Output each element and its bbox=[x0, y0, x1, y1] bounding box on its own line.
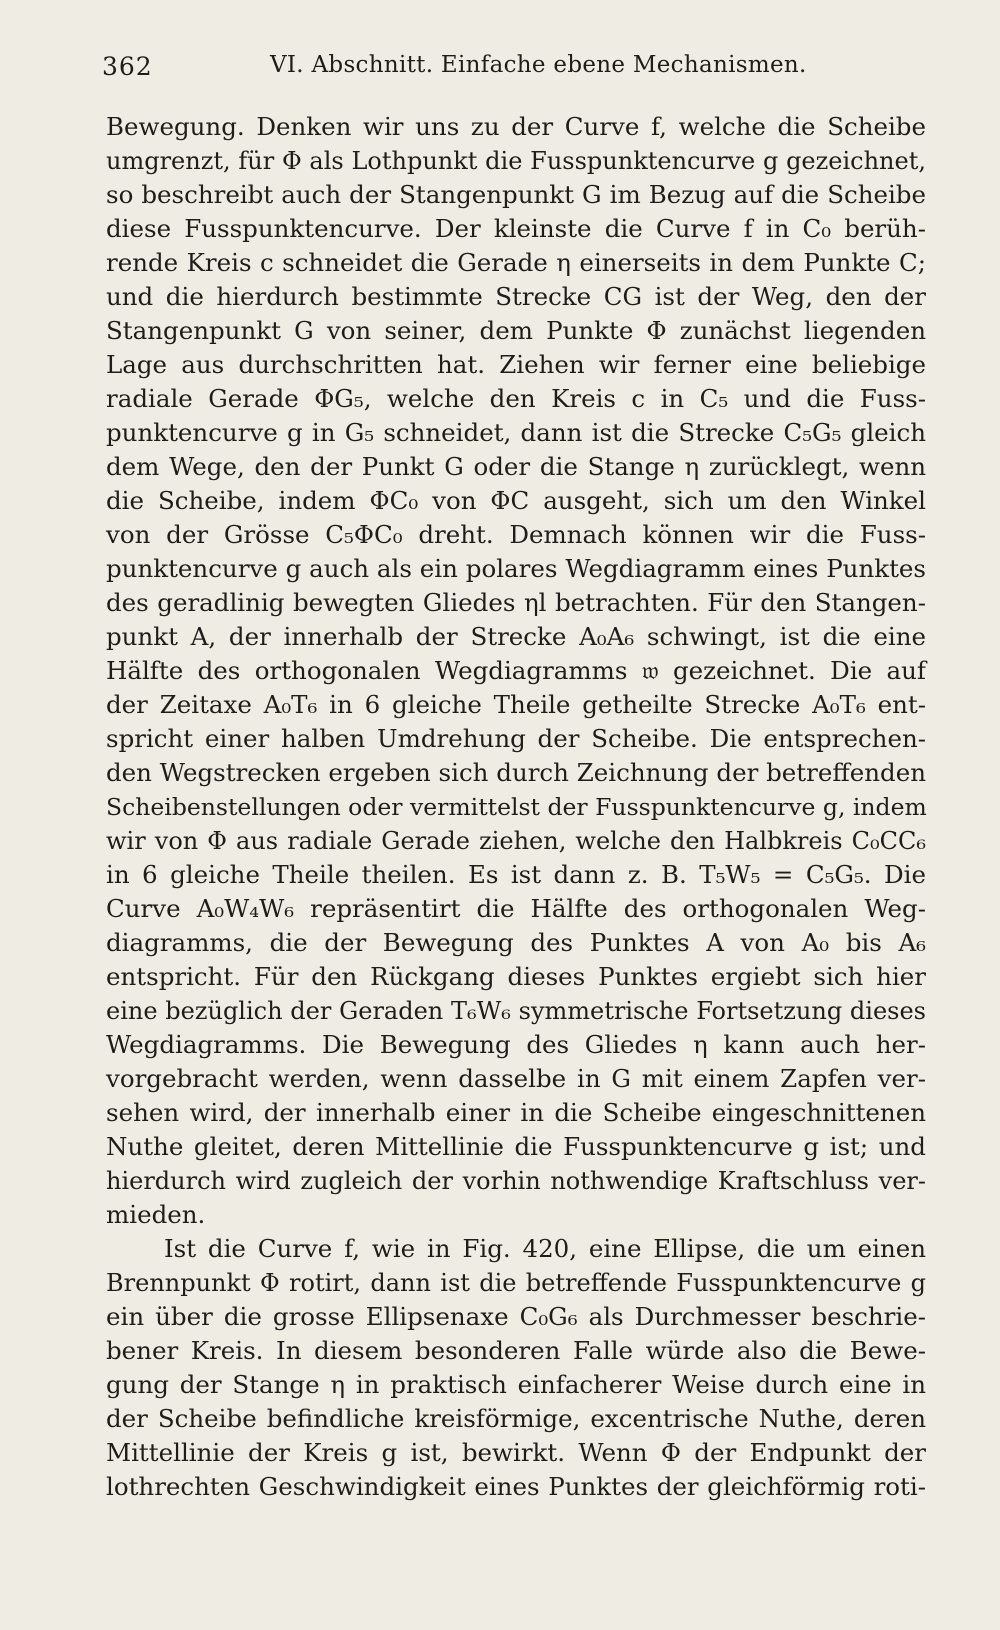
text-line: Lage aus durchschritten hat. Ziehen wir ferner eine beliebige bbox=[106, 350, 926, 379]
text-line: des geradlinig bewegten Gliedes ηl betrachten. Für den Stangen- bbox=[106, 588, 926, 617]
text-line: von der Grösse C₅ΦC₀ dreht. Demnach können wir die Fuss- bbox=[106, 520, 926, 549]
text-line: Nuthe gleitet, deren Mittellinie die Fusspunktencurve g ist; und bbox=[106, 1132, 926, 1161]
text-line: dem Wege, den der Punkt G oder die Stange η zurücklegt, wenn bbox=[106, 452, 926, 481]
text-line: wir von Φ aus radiale Gerade ziehen, welche den Halbkreis C₀CC₆ bbox=[106, 827, 926, 855]
text-line: lothrechten Geschwindigkeit eines Punktes der gleichförmig roti- bbox=[106, 1472, 926, 1501]
text-line: ein über die grosse Ellipsenaxe C₀G₆ als Durchmesser beschrie- bbox=[106, 1302, 926, 1331]
text-line: Brennpunkt Φ rotirt, dann ist die betreffende Fusspunktencurve g bbox=[106, 1269, 926, 1297]
text-line: Mittellinie der Kreis g ist, bewirkt. Wenn Φ der Endpunkt der bbox=[106, 1438, 926, 1467]
text-line: vorgebracht werden, wenn dasselbe in G mit einem Zapfen ver- bbox=[106, 1064, 926, 1093]
text-line: spricht einer halben Umdrehung der Scheibe. Die entsprechen- bbox=[106, 724, 926, 753]
text-line: umgrenzt, für Φ als Lothpunkt die Fusspunktencurve g gezeichnet, bbox=[106, 147, 926, 175]
text-line: in 6 gleiche Theile theilen. Es ist dann z. B. T₅W₅ = C₅G₅. Die bbox=[106, 860, 926, 889]
text-line: der Zeitaxe A₀T₆ in 6 gleiche Theile getheilte Strecke A₀T₆ ent- bbox=[106, 690, 926, 719]
page-header bbox=[102, 52, 922, 92]
text-line: Hälfte des orthogonalen Wegdiagramms 𝔴 gezeichnet. Die auf bbox=[106, 656, 926, 685]
text-line-paragraph-start: Ist die Curve f, wie in Fig. 420, eine Ellipse, die um einen bbox=[164, 1234, 926, 1263]
text-line: entspricht. Für den Rückgang dieses Punktes ergiebt sich hier bbox=[106, 962, 926, 991]
text-line: Stangenpunkt G von seiner, dem Punkte Φ zunächst liegenden bbox=[106, 316, 926, 345]
text-line: rende Kreis c schneidet die Gerade η einerseits in dem Punkte C; bbox=[106, 248, 926, 277]
text-line: Wegdiagramms. Die Bewegung des Gliedes η kann auch her- bbox=[106, 1030, 926, 1059]
text-line: punktencurve g auch als ein polares Wegdiagramm eines Punktes bbox=[106, 554, 926, 583]
text-line: Curve A₀W₄W₆ repräsentirt die Hälfte des orthogonalen Weg- bbox=[106, 894, 926, 923]
text-line: punkt A, der innerhalb der Strecke A₀A₆ schwingt, ist die eine bbox=[106, 622, 926, 651]
text-line: den Wegstrecken ergeben sich durch Zeichnung der betreffenden bbox=[106, 758, 926, 787]
text-line: die Scheibe, indem ΦC₀ von ΦC ausgeht, sich um den Winkel bbox=[106, 486, 926, 515]
text-line: Bewegung. Denken wir uns zu der Curve f, welche die Scheibe bbox=[106, 112, 926, 141]
text-line: Scheibenstellungen oder vermittelst der Fusspunktencurve g, indem bbox=[106, 793, 927, 821]
text-line-paragraph-end: mieden. bbox=[106, 1200, 206, 1229]
text-line: diagramms, die der Bewegung des Punktes A von A₀ bis A₆ bbox=[106, 928, 926, 957]
text-line: hierdurch wird zugleich der vorhin nothwendige Kraftschluss ver- bbox=[106, 1167, 926, 1195]
page-number: 362 bbox=[102, 52, 153, 81]
text-line: sehen wird, der innerhalb einer in die Scheibe eingeschnittenen bbox=[106, 1098, 926, 1127]
text-line: diese Fusspunktencurve. Der kleinste die Curve f in C₀ berüh- bbox=[106, 214, 926, 243]
text-line: gung der Stange η in praktisch einfacherer Weise durch eine in bbox=[106, 1370, 926, 1399]
text-line: bener Kreis. In diesem besonderen Falle würde also die Bewe- bbox=[106, 1336, 926, 1365]
text-line: eine bezüglich der Geraden T₆W₆ symmetrische Fortsetzung dieses bbox=[106, 997, 926, 1025]
running-head: VI. Abschnitt. Einfache ebene Mechanismen. bbox=[270, 52, 807, 78]
text-line: und die hierdurch bestimmte Strecke CG ist der Weg, den der bbox=[106, 282, 926, 311]
body-text bbox=[106, 110, 926, 1504]
text-line: punktencurve g in G₅ schneidet, dann ist die Strecke C₅G₅ gleich bbox=[106, 418, 926, 447]
text-line: radiale Gerade ΦG₅, welche den Kreis c in C₅ und die Fuss- bbox=[106, 384, 926, 413]
text-line: so beschreibt auch der Stangenpunkt G im Bezug auf die Scheibe bbox=[106, 180, 926, 209]
text-line: der Scheibe befindliche kreisförmige, excentrische Nuthe, deren bbox=[106, 1404, 926, 1433]
